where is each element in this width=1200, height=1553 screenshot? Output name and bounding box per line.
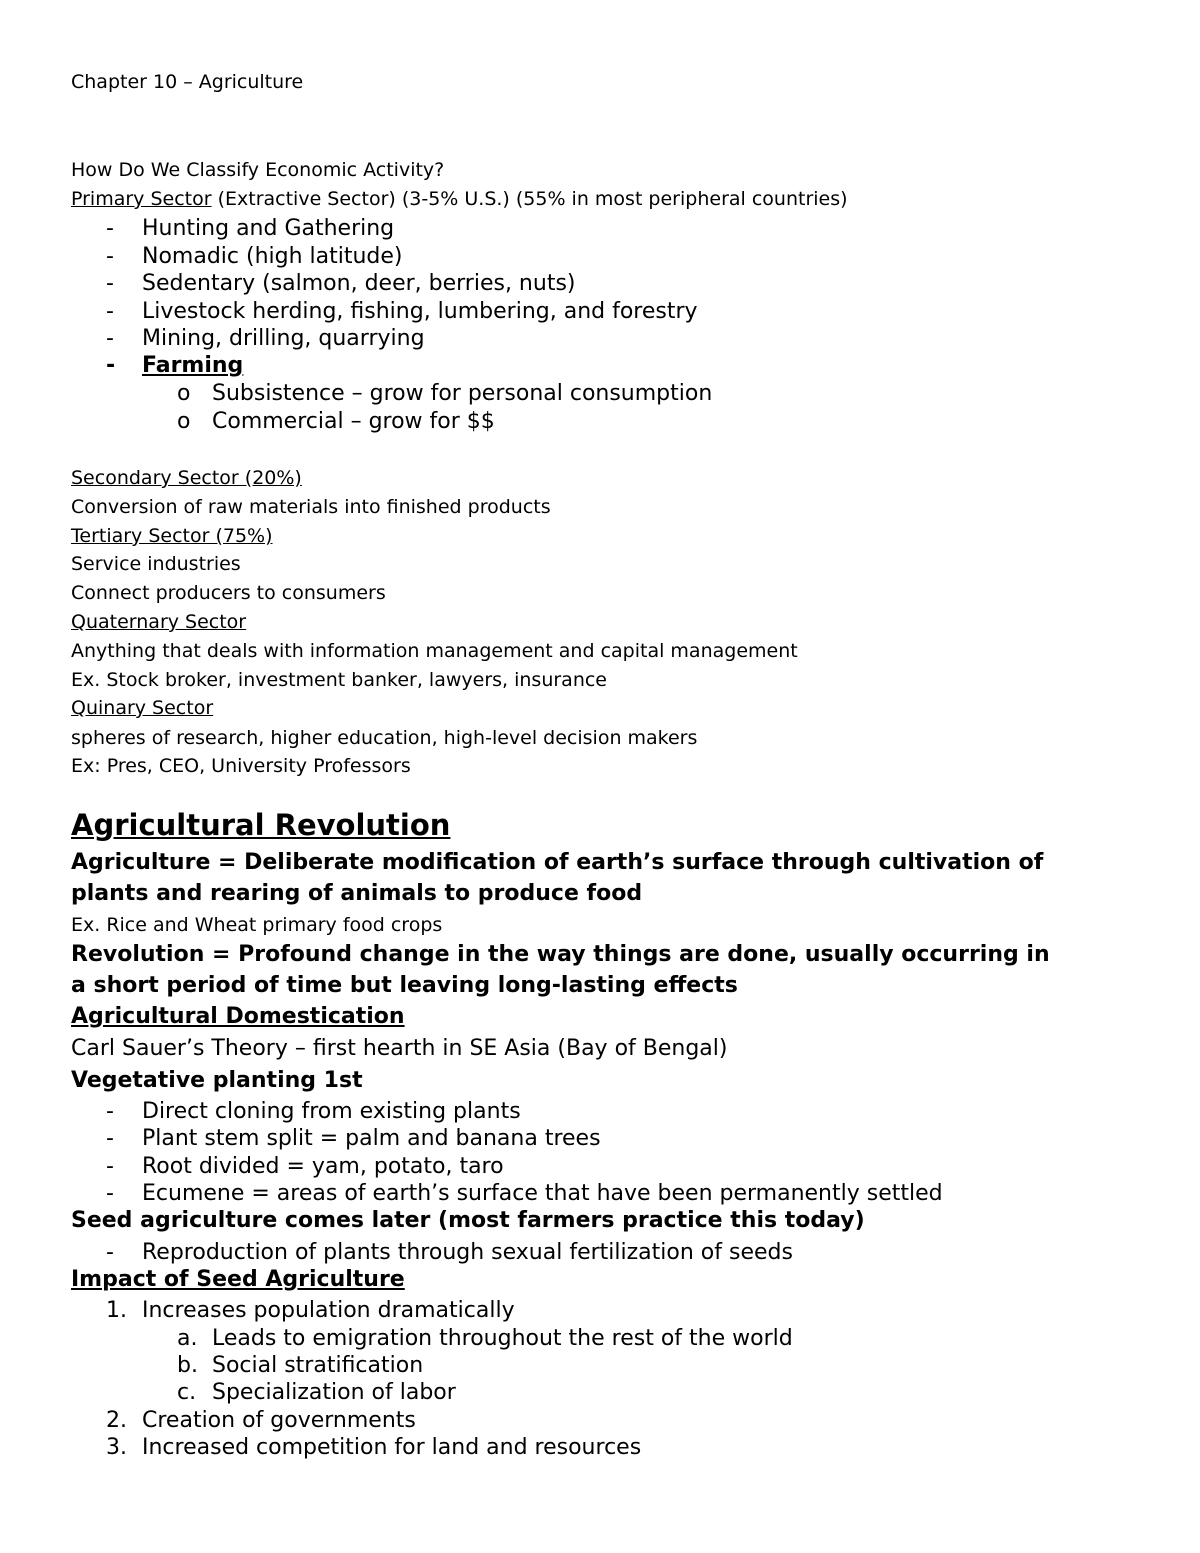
impact-heading: Impact of Seed Agriculture — [71, 1267, 405, 1292]
list-item: Direct cloning from existing plants — [142, 1099, 521, 1124]
agriculture-definition: plants and rearing of animals to produce food — [71, 881, 643, 906]
domestication-heading: Agricultural Domestication — [71, 1004, 405, 1029]
list-item: Creation of governments — [142, 1408, 416, 1433]
secondary-sector-text: Conversion of raw materials into finished products — [71, 496, 551, 518]
quinary-sector-text: spheres of research, higher education, high-level decision makers — [71, 727, 698, 749]
primary-sector-detail: (Extractive Sector) (3-5% U.S.) (55% in most peripheral countries) — [211, 188, 848, 210]
primary-sector-line — [71, 188, 848, 210]
sub-bullet-marker: o — [177, 409, 191, 434]
list-item: Livestock herding, fishing, lumbering, and forestry — [142, 299, 698, 324]
list-item: Increased competition for land and resources — [142, 1435, 642, 1460]
tertiary-sector-text: Connect producers to consumers — [71, 582, 386, 604]
list-item: Plant stem split = palm and banana trees — [142, 1126, 601, 1151]
section-heading: Agricultural Revolution — [71, 808, 451, 842]
document-title: Chapter 10 – Agriculture — [71, 71, 304, 93]
bullet-marker: - — [106, 1126, 114, 1151]
list-item: Hunting and Gathering — [142, 216, 395, 241]
bullet-marker: - — [106, 271, 114, 296]
tertiary-sector-text: Service industries — [71, 553, 241, 575]
list-item: Reproduction of plants through sexual fertilization of seeds — [142, 1240, 793, 1265]
list-item: Ecumene = areas of earth’s surface that have been permanently settled — [142, 1181, 943, 1206]
list-item: Increases population dramatically — [142, 1298, 515, 1323]
list-item: Nomadic (high latitude) — [142, 244, 403, 269]
list-item: Sedentary (salmon, deer, berries, nuts) — [142, 271, 576, 296]
bullet-marker: - — [106, 1240, 114, 1265]
quinary-sector-text: Ex: Pres, CEO, University Professors — [71, 755, 411, 777]
bullet-marker: - — [106, 216, 114, 241]
tertiary-sector-heading: Tertiary Sector (75%) — [71, 525, 273, 547]
bullet-marker: - — [106, 1181, 114, 1206]
list-number: 2. — [106, 1408, 127, 1433]
farming-heading: Farming — [142, 353, 244, 378]
sauer-theory: Carl Sauer’s Theory – first hearth in SE Asia (Bay of Bengal) — [71, 1036, 728, 1061]
quinary-sector-heading: Quinary Sector — [71, 697, 214, 719]
list-number: 3. — [106, 1435, 127, 1460]
quaternary-sector-heading: Quaternary Sector — [71, 611, 247, 633]
list-letter: c. — [177, 1380, 197, 1405]
secondary-sector-heading: Secondary Sector (20%) — [71, 467, 302, 489]
list-letter: a. — [177, 1326, 198, 1351]
list-item: Specialization of labor — [212, 1380, 456, 1405]
vegetative-heading: Vegetative planting 1st — [71, 1068, 363, 1093]
primary-sector-heading: Primary Sector — [71, 188, 212, 210]
farming-commercial: Commercial – grow for $$ — [212, 409, 495, 434]
farming-subsistence: Subsistence – grow for personal consumption — [212, 381, 713, 406]
bullet-marker: - — [106, 299, 114, 324]
revolution-definition: Revolution = Profound change in the way things are done, usually occurring in — [71, 942, 1050, 967]
quaternary-sector-text: Ex. Stock broker, investment banker, lawyers, insurance — [71, 669, 607, 691]
bullet-marker: - — [106, 244, 114, 269]
quaternary-sector-text: Anything that deals with information management and capital management — [71, 640, 798, 662]
list-item: Root divided = yam, potato, taro — [142, 1154, 504, 1179]
sub-bullet-marker: o — [177, 381, 191, 406]
bullet-marker: - — [106, 1099, 114, 1124]
list-item: Mining, drilling, quarrying — [142, 326, 425, 351]
classify-question: How Do We Classify Economic Activity? — [71, 159, 445, 181]
agriculture-definition: Agriculture = Deliberate modification of earth’s surface through cultivation of — [71, 850, 1044, 875]
bullet-marker: - — [106, 353, 116, 378]
list-letter: b. — [177, 1353, 198, 1378]
bullet-marker: - — [106, 1154, 114, 1179]
revolution-definition: a short period of time but leaving long-lasting effects — [71, 973, 738, 998]
list-number: 1. — [106, 1298, 127, 1323]
seed-heading: Seed agriculture comes later (most farmers practice this today) — [71, 1208, 865, 1233]
agriculture-example: Ex. Rice and Wheat primary food crops — [71, 914, 443, 936]
list-item: Leads to emigration throughout the rest of the world — [212, 1326, 793, 1351]
bullet-marker: - — [106, 326, 114, 351]
list-item: Social stratification — [212, 1353, 424, 1378]
